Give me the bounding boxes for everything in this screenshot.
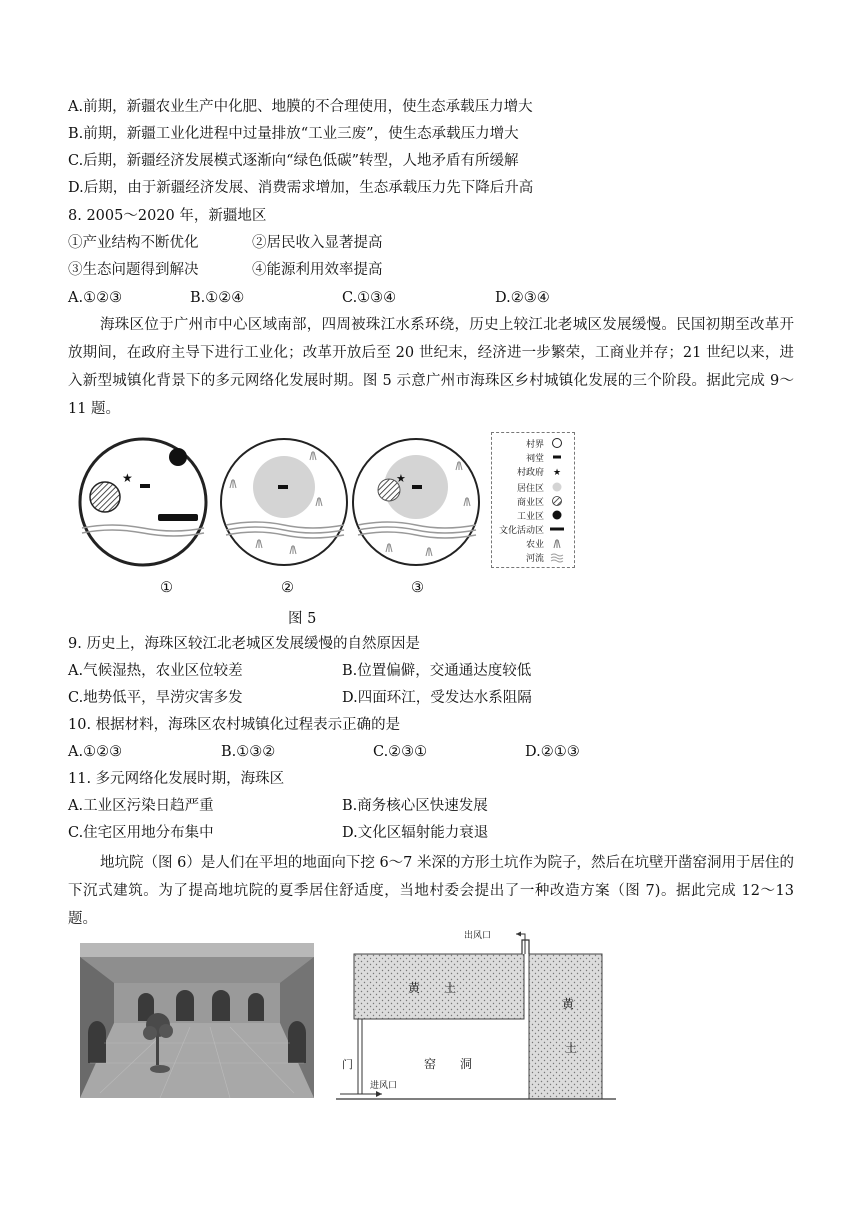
commercial-zone-mark [90, 482, 120, 512]
figure-5-panel-label-3: ③ [411, 580, 424, 596]
commercial-zone-icon [550, 495, 564, 507]
passage-dikengyuan: 地坑院（图 6）是人们在平坦的地面向下挖 6～7 米深的方形土坑作为院子，然后在坑壁开凿窑洞用于居住的下沉式建筑。为了提高地坑院的夏季居住舒适度，当地村委会提出了一种改造方案（图 7)。据此完成 12～13 题。 [68, 855, 794, 927]
loess-left-label: 黄 土 [408, 981, 457, 995]
q8-option-b: B.①②④ [190, 290, 245, 306]
q10-option-d: D.②①③ [525, 744, 580, 760]
loess-right-label-2: 土 [565, 1041, 578, 1055]
culture-zone-icon [550, 523, 564, 535]
svg-text:★: ★ [553, 468, 562, 477]
outlet-label: 出风口 [464, 931, 492, 941]
legend-label: 村界 [525, 440, 544, 450]
q7-option-b: B.前期，新疆工业化进程中过量排放“工业三废”，使生态承载压力增大 [68, 126, 519, 142]
q10-stem: 10. 根据材料，海珠区农村城镇化过程表示正确的是 [68, 717, 401, 733]
figure-7-diagram [336, 930, 616, 1102]
figure-5-legend [491, 432, 575, 568]
q8-item-1: ①产业结构不断优化 [68, 235, 199, 251]
svg-text:★: ★ [122, 471, 133, 485]
q9-option-a: A.气候湿热，农业区位较差 [68, 663, 243, 679]
figure-5-panel-label-1: ① [160, 580, 173, 596]
q10-option-b: B.①③② [221, 744, 276, 760]
q7-option-c: C.后期，新疆经济发展模式逐渐向“绿色低碳”转型，人地矛盾有所缓解 [68, 153, 519, 169]
legend-label: 工业区 [516, 512, 544, 522]
q11-stem: 11. 多元网络化发展时期，海珠区 [68, 771, 285, 787]
legend-label: 河流 [525, 554, 544, 564]
figure-5-panel-3 [353, 439, 479, 565]
q11-option-b: B.商务核心区快速发展 [342, 798, 488, 814]
figure-5-panel-2 [221, 439, 347, 565]
ancestral-hall-icon [550, 451, 564, 463]
q11-option-a: A.工业区污染日趋严重 [68, 798, 214, 814]
figure-5-diagram [76, 430, 486, 580]
farmland-icon [550, 537, 564, 549]
figure-5-panel-1 [80, 439, 206, 565]
q11-option-d: D.文化区辐射能力衰退 [342, 825, 489, 841]
q8-item-2: ②居民收入显著提高 [252, 235, 383, 251]
culture-zone-mark [158, 514, 198, 521]
q8-option-a: A.①②③ [68, 290, 123, 306]
legend-label: 居住区 [516, 484, 544, 494]
q8-item-3: ③生态问题得到解决 [68, 262, 199, 278]
industrial-zone-icon [550, 509, 564, 521]
q9-option-c: C.地势低平，旱涝灾害多发 [68, 690, 243, 706]
village-government-icon [550, 465, 564, 477]
q8-option-c: C.①③④ [342, 290, 397, 306]
village-boundary-icon [550, 437, 564, 449]
inlet-label: 进风口 [370, 1081, 398, 1091]
q7-option-a: A.前期，新疆农业生产中化肥、地膜的不合理使用，使生态承载压力增大 [68, 99, 533, 115]
legend-label: 祠堂 [525, 454, 544, 464]
q9-option-b: B.位置偏僻，交通通达度较低 [342, 663, 532, 679]
legend-label: 文化活动区 [498, 526, 544, 536]
q8-option-d: D.②③④ [495, 290, 550, 306]
q9-option-d: D.四面环江，受发达水系阻隔 [342, 690, 532, 706]
river-icon [550, 551, 564, 563]
passage-haizhu: 海珠区位于广州市中心区域南部，四周被珠江水系环绕，历史上较江北老城区发展缓慢。民国初期至改革开放期间，在政府主导下进行工业化；改革开放后至 20 世纪末，经济进一步繁荣，工商业并存；21 世纪以来，进入新型城镇化背景下的多元网络化发展时期。图 5 示意广州市海珠区乡村城镇化发展的三个阶段。据此完成 9～11 题。 [68, 317, 794, 417]
q10-option-a: A.①②③ [68, 744, 123, 760]
figure-5-panel-label-2: ② [281, 580, 294, 596]
door-label: 门 [342, 1058, 353, 1071]
residential-zone-icon [550, 481, 564, 493]
figure-6-photo [80, 943, 314, 1098]
legend-label: 村政府 [516, 468, 544, 478]
q7-option-d: D.后期，由于新疆经济发展、消费需求增加，生态承载压力先下降后升高 [68, 180, 534, 196]
figure-5-caption: 图 5 [288, 611, 317, 627]
legend-label: 商业区 [516, 498, 544, 508]
q10-option-c: C.②③① [373, 744, 428, 760]
loess-right-block [529, 954, 602, 1099]
q11-option-c: C.住宅区用地分布集中 [68, 825, 214, 841]
q9-stem: 9. 历史上，海珠区较江北老城区发展缓慢的自然原因是 [68, 636, 420, 652]
q8-item-4: ④能源利用效率提高 [252, 262, 383, 278]
industrial-zone-mark [169, 448, 187, 466]
loess-right-label-1: 黄 [562, 997, 575, 1011]
legend-label: 农业 [525, 540, 544, 550]
cave-label: 窑 洞 [424, 1057, 473, 1071]
q8-stem: 8. 2005～2020 年，新疆地区 [68, 208, 267, 224]
svg-text:★: ★ [396, 472, 406, 485]
